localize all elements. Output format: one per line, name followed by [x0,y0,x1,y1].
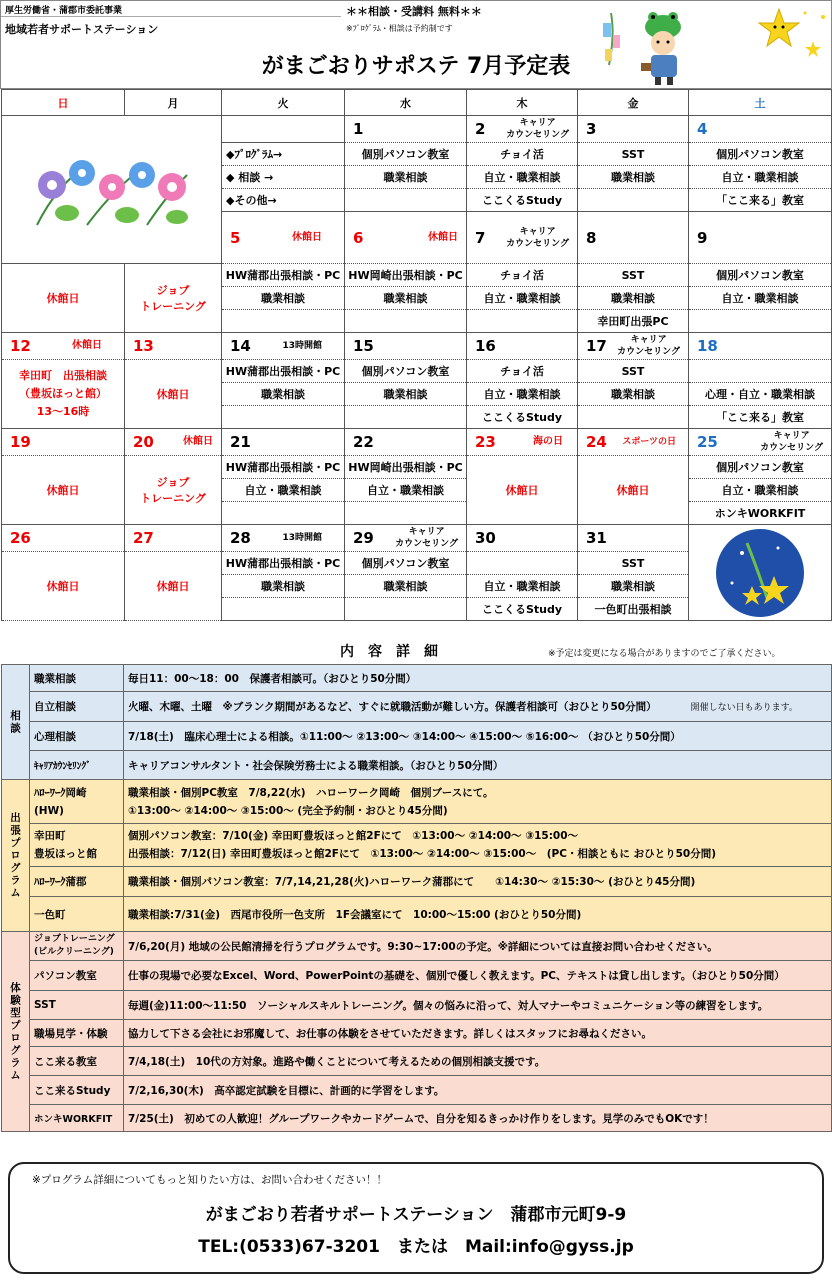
weekday-fri: 金 [578,90,689,116]
star-icon [753,5,831,65]
day-8: 8 [578,212,689,264]
header [0,0,832,89]
job-training-6: ジョブ トレーニング [125,264,222,333]
day-9: 9 [689,212,832,264]
closed-5: 休館日 [2,264,125,333]
calendar-table: 日 月 火 水 木 金 土 1 2 キャリア カウンセリング 3 4 ◆ﾌﾟﾛｸﾞﾗﾑ→ 個別パソコン教室 チョイ活 SST 個別パソコン教室 ◆ 相談 → 職業相談 自立・職業相談 職業相談 自立・職業相談 ◆その他→ ここくるStudy 「ここ来る」教室 5 休館日 6 休館日 7 キャリア カウンセリング 8 9 休館日 ジョブ トレーニング HW蒲郡出張相談・PC HW岡崎出張相談・PC チョイ活 SST 個別パソコン教室 職業相談 職業相談 自立・職業相談 職業相談 自立・職業相談 幸田町出張PC 12 休館日 13 14 13時開館 15 16 17 キャリア カウンセリング 18 幸田町 出張相談 （豊坂ほっと館） 13～16時 休館日 HW蒲郡出張相談・PC 個別パソコン教室 チョイ活 SST 職業相談 職業相談 自立・職業相談 職業相談 心理・自立・職業相談 ここくるStudy 「ここ来る」教室 19 20 休館日 21 22 23 海の日 24 スポーツの日 25 キャリア カウンセリング 休館日 ジョブ トレーニング HW蒲郡出張相談・PC HW岡崎出張相談・PC 休館日 休館日 個別パソコン教室 自立・職業相談 自立・職業相談 自立・職業相談 ホンキWORKFIT 26 27 28 13時開館 29 キャリア カウンセリング 30 31 休館日 休館日 HW蒲郡出張相談・PC 個別パソコン教室 SST 職業相談 職業相談 自立・職業相談 職業相談 ここくるStudy 一色町出張相談 [1,89,832,621]
page-title: がまごおりサポステ 7月予定表 [261,54,571,79]
contact-footer [8,1162,824,1274]
weekday-sat: 土 [689,90,832,116]
org-label: 地域若者サポートステーション [5,23,159,36]
frog-mascot-icon [601,5,711,87]
day-20: 20 休館日 [125,429,222,456]
day-23: 23 海の日 [467,429,578,456]
day-7: 7 キャリア カウンセリング [467,212,578,264]
category-shutcho: 出張プログラム [2,780,30,932]
day-27: 27 [125,525,222,552]
day-6: 6 休館日 [345,212,467,264]
change-note: ※予定は変更になる場合がありますのでご了承ください。 [548,649,781,659]
details-table: 相談 職業相談 毎日11：00～18：00 保護者相談可。（おひとり50分間） 自立相談 火曜、木曜、土曜 ※ブランク期間があるなど、すぐに就職活動が難しい方。保護者相談可（おひとり50分間） 開催しない日もあります。 心理相談 7/18(土) 臨床心理士による相談。①11:00～ ②13:00～ ③14:00～ ④15:00～ ⑤16:00～ （おひとり50分間） ｷｬﾘｱｶｳﾝｾﾘﾝｸﾞ キャリアコンサルタント・社会保険労務士による職業相談。（おひとり50分間） 出張プログラム ﾊﾛｰﾜｰｸ岡崎 (HW) 職業相談・個別PC教室 7/8,22(水) ハローワーク岡崎 個別ブースにて。 ①13:00～ ②14:00～ ③15:00～ (完全予約制・おひとり45分間) 幸田町 豊坂ほっと館 個別パソコン教室：7/10(金) 幸田町豊坂ほっと館2Fにて ①13:00～ ②14:00～ ③15:00～ 出張相談：7/12(日) 幸田町豊坂ほっと館2Fにて ①13:00～ ②14:00～ ③15:00～ (PC・相談ともに おひとり50分間) ﾊﾛｰﾜｰｸ蒲郡 職業相談・個別パソコン教室：7/7,14,21,28(火)ハローワーク蒲郡にて ①14:30～ ②15:30～ (おひとり45分間) 一色町 職業相談:7/31(金) 西尾市役所一色支所 1F会議室にて 10:00～15:00 (おひとり50分間) 体験型プログラム ジョブトレーニング (ビルクリーニング) 7/6,20(月) 地域の公民館清掃を行うプログラムです。9:30~17:00の予定。※詳細については直接お問い合わせください。 パソコン教室 仕事の現場で必要なExcel、Word、PowerPointの基礎を、個別で優しく教えます。PC、テキストは貸し出します。（おひとり50分間） SST 毎週(金)11:00～11:50 ソーシャルスキルトレーニング。個々の悩みに沿って、対人マナーやコミュニケーション等の練習をします。 職場見学・体験 協力して下さる会社にお邪魔して、お仕事の体験をさせていただきます。詳しくはスタッフにお尋ねください。 ここ来る教室 7/4,18(土) 10代の方対象。進路や働くことについて考えるための個別相談支援です。 ここ来るStudy 7/2,16,30(木) 高卒認定試験を目標に、計画的に学習をします。 ホンキWORKFIT 7/25(土) 初めての人歓迎！グループワークやカードゲームで、自分を知るきっかけ作りをします。見学のみでもOKです！ [1,664,832,1132]
day-3: 3 [578,116,689,143]
category-consult: 相談 [2,665,30,780]
day-19: 19 [2,429,125,456]
ministry-label: 厚生労働省・蒲郡市委託事業 [5,6,123,16]
weekday-wed: 水 [345,90,467,116]
day-5: 5 休館日 [222,212,345,264]
day-24: 24 スポーツの日 [578,429,689,456]
day-18: 18 [689,333,832,360]
day-4: 4 [689,116,832,143]
day-17: 17 キャリア カウンセリング [578,333,689,360]
detail-name: 職業相談 [30,665,124,692]
day-22: 22 [345,429,467,456]
tanabata-illustration [689,525,832,621]
weekday-sun: 日 [2,90,125,116]
day-31: 31 [578,525,689,552]
day-26: 26 [2,525,125,552]
legend-consult: ◆ 相談 → [222,166,345,189]
legend-other: ◆その他→ [222,189,345,212]
day-25: 25 キャリア カウンセリング [689,429,832,456]
tanabata-star-icon [712,528,808,618]
footer-contact: TEL:(0533)67-3201 または Mail:info@gyss.jp [198,1237,634,1257]
day-13: 13 [125,333,222,360]
day-21: 21 [222,429,345,456]
morning-glory-icon [27,145,197,235]
day-16: 16 [467,333,578,360]
kota-consult-12: 幸田町 出張相談 （豊坂ほっと館） 13～16時 [2,360,125,429]
day-12: 12 休館日 [2,333,125,360]
day-28: 28 13時開館 [222,525,345,552]
day-2: 2 キャリア カウンセリング [467,116,578,143]
weekday-tue: 火 [222,90,345,116]
day-1: 1 [345,116,467,143]
morning-glory-illustration [2,116,222,264]
footer-org: がまごおり若者サポートステーション 蒲郡市元町9-9 [205,1205,627,1225]
footer-note: ※プログラム詳細についてもっと知りたい方は、お問い合わせください！！ [32,1174,387,1186]
reserve-note: ※ﾌﾟﾛｸﾞﾗﾑ・相談は予約制です [346,24,453,33]
free-note: ＊＊相談・受講料 無料＊＊ [346,5,482,18]
weekday-thu: 木 [467,90,578,116]
category-taiken: 体験型プログラム [2,932,30,1132]
day-29: 29 キャリア カウンセリング [345,525,467,552]
day-14: 14 13時開館 [222,333,345,360]
day-30: 30 [467,525,578,552]
legend-program: ◆ﾌﾟﾛｸﾞﾗﾑ→ [222,143,345,166]
day-15: 15 [345,333,467,360]
weekday-mon: 月 [125,90,222,116]
details-heading: 内 容 詳 細 [340,644,438,660]
job-training-20: ジョブ トレーニング [125,456,222,525]
